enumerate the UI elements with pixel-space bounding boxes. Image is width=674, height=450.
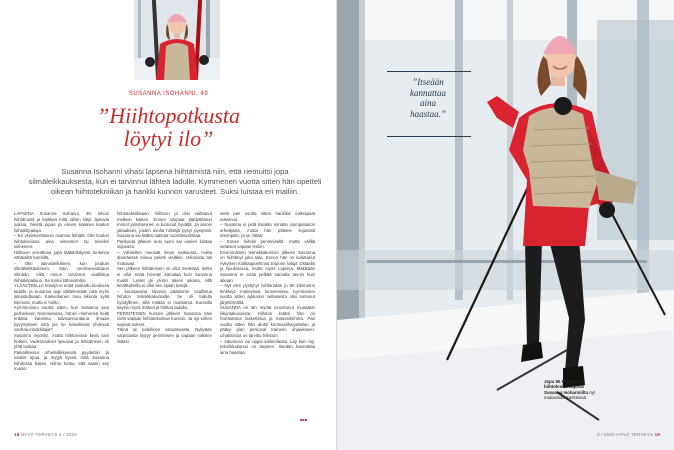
quote-rule-bottom <box>387 136 471 137</box>
body-paragraph: Tämä se todellinen varustevaste. Nykyään varastoista löytyy perinteisen ja vapaan suksien lisäksi <box>117 327 212 344</box>
body-paragraph: vielä pari vuotta sitten hankitut votkrapaat suksevat. <box>220 211 315 222</box>
body-paragraph: Kymmenisen vuotta sitten, kun Susanna asui perheineen Nummelassa, hänen miehensä heitti eräänä kauniina talvisunnuntaina ilmaan kysymyksen mitä jos he kokeilisivat yhdessä vanhaa inhokkilajia? <box>14 305 109 333</box>
lead-paragraph: Susanna Isohanni vihasi lapsena hiihtämistä niin, että riemuitsi jopa silmäleikkauksesta, kun ei tarvinnut lähteä ladulle. Kymmenen vuotta sitten hän opetteli oikean hiihtotekniikan ja hankki kunnon varusteet. Suksi luistaa eri malliin. <box>28 167 322 197</box>
body-paragraph: LAPSENA Susanna Isohanni, 49, inhosi hiihtämistä ja kaikkea mitä siihen liittyi: lipsuvia suksia, hikistä pipoa ja ennen kaikkea koulun hiihtokilpailuja. <box>14 211 109 233</box>
body-paragraph: YLÄASTEELLA teinejä ei enää raahattu koulussa ladulle, ja Susanna oppi välttelemään niitä myös aikuistuttuaan. Kaikenlainen muu liikunta kyllä kiinnosti, mutta ei hiihto. <box>14 283 109 305</box>
pull-quote <box>387 77 469 119</box>
body-paragraph: SUSANNA on iän myötä innostunut muistakin liikuntakuvioista. Hiihdon lisäksi hän on harrastanut laskettelua ja maastohiihtoa. Pari vuotta sitten hän aloitti kuntosaliharjoittelun ja päätyi pian personal trainerin ohjaukseen. Lihaksistoa on tarvittu hiihtoon. <box>220 305 315 339</box>
text-column-2 <box>117 211 212 344</box>
pull-quote-line-3: aina <box>419 98 436 108</box>
body-paragraph: – Vähitellen menivät ilman makausta, mutta alamäessä minua pelotti vieläkin. Hiihdosta tuli mukavaa. <box>117 249 212 266</box>
headline <box>0 104 337 150</box>
headline-line-1: ”Hiihtopotkusta <box>96 103 240 128</box>
right-page <box>337 0 674 450</box>
body-paragraph: PERINTEISEN kurssin jälkeen Susanna kävi vielä vapaan hiihtotekniikan kurssin. Ja nyt siihen sopivat sukset. <box>117 310 212 327</box>
caption-rest: nyt mukavissa merkeissä. <box>544 389 596 400</box>
body-paragraph: Hiihtoon verrattuna jopa lääkärikäynnit tuntuivat vähäisiltä harmilta. <box>14 249 109 261</box>
end-mark: ■■■ <box>300 417 308 422</box>
right-footer <box>597 432 660 437</box>
body-paragraph: – Susanna ei pidä itseään minään olympiatason urheilijana, mutta hän pääsee sujuvasti eteenpäin, ja se riittää. <box>220 222 315 239</box>
body-paragraph: – Seuraavana talvena päätimme osallistua hiihdon tekniikkakurssille. Se oli todella hyödyllinen, sillä mitään ei muistanut. Kurssilla käytiin myös mäkeä ja hiihtoa ladulla. <box>117 288 212 311</box>
text-column-1 <box>14 211 109 372</box>
body-text <box>14 211 315 422</box>
body-paragraph: hiihtotekniikkaan: hiihtoon ja olisi vaihtanut melkein kaiken. Ennen Varpaat jäädyttäneet monot jalostaminen ei tuntunut hyvältä. Ja arvoin jakaaksiin, joiden avulla hiihtäjä pysyi pystyssä. Susanna sai lisäksi saksaa suositusvalintaa. <box>117 211 212 239</box>
body-paragraph: Sen jälkeen hiihtäminen on ollut mieleistä, hiihto ei ollut enää hirveän kamalaa kuin Susanna muisti. Lenkit jäi yli-iän talven aikana, sillä kevättalvella ei ollut sen sijaan kelejä. <box>117 266 212 289</box>
kicker: SUSANNA ISOHANNI, 49 <box>128 91 209 97</box>
pull-quote-line-2: kannattaa <box>410 87 446 98</box>
skier-photo <box>337 0 674 450</box>
text-column-3 <box>220 211 315 355</box>
magazine-issue-right: 2 / 2020 HYVÄ TERVEYS <box>597 432 654 437</box>
pull-quote-line-1: ”Itseään <box>412 77 444 87</box>
page-number-right: 19 <box>654 432 660 437</box>
pull-quote-line-4: haastaa.” <box>410 108 446 119</box>
caption-bold: Jopa 50 kilometrin hiihtolenkit sujuvat Susanna Isohanniilta <box>544 379 588 395</box>
portrait-photo <box>134 0 220 80</box>
page-number-left: 18 <box>14 432 20 437</box>
headline-line-2: löytyi ilo” <box>123 126 214 151</box>
body-paragraph: Parikuuta jälkeen uusi tuoni sai uusien luistaa sujuvasti. <box>117 238 212 250</box>
quote-rule-top <box>387 71 471 72</box>
body-paragraph: Susanna myöntyi, mutta hiihtoreissu kesti vain hetken. Vuokrasukset lipsuivat ja hiihtäminen oli yhtä tuskaa. <box>14 333 109 350</box>
left-footer <box>14 432 77 437</box>
body-paragraph: – Nyt olen pystynyt hiihtämään jo 50 kilometrin lenkkejä mukavissa tunnelmissa. Kymmenen vuotta sitten ajatuskin sellaisesta olisi tuntunut järjettömältä. <box>220 283 315 305</box>
body-paragraph: Ensimmäisen tekniikkakurssin jälkeen Susanna on hiihtänyt joka talvi. Ennen hän on kuluttanut nykyisen kotikaupunkinsa Espoon latuja Oittaalla ja Nuuksiossa, mutta myös Lapissa. Mäkikään Susanna ei enää pelkää samalla tavoin kuin aikaan. <box>220 249 315 283</box>
body-paragraph: – En yksinkertaisesti osannut hiihtää. Olin koulun hiihtokisoissa aina viimeinen tai toiseksi viimeinen. <box>14 233 109 250</box>
magazine-issue-left: HYVÄ TERVEYS 2 / 2020 <box>20 432 77 437</box>
body-paragraph: – Aikuisena voi oppia kaikenlaista. Laji kuin laji, tekniikkakurssi on tarpeen. Itseään kannattaa aina haastaa. <box>220 338 315 355</box>
body-paragraph: – Ennen hiihdin perinteisellä, mutta välillä vetäisen vapaan lenkin. <box>220 238 315 250</box>
photo-caption <box>544 379 596 400</box>
body-paragraph: Paikallisessa urheiluliikkeessä pyydettiin ja saatiin apua, ja myyjä kyseli, mitä Susanna hiihdossa hakee. Hiihto tuntui, että saarin sey muoto. <box>14 349 109 372</box>
body-paragraph: – Olin ala-asteikäinen, kun jouduin silmäleikkaukseen. Sain merimiesvalopun silmään, eikä minun tarvinnut osallistua hiihtokilpailuun. Se tuntui lottovoitolta! <box>14 260 109 283</box>
